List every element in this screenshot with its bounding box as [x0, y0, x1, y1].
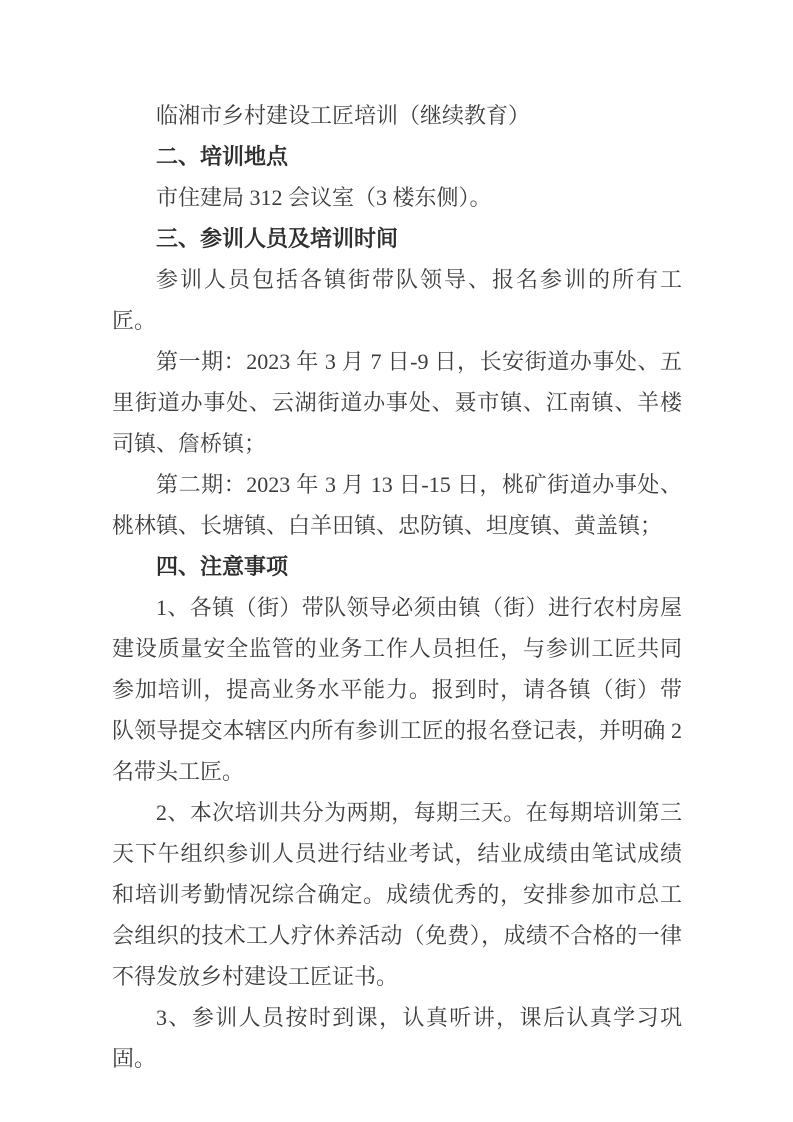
heading-notes: 四、注意事项	[156, 554, 289, 579]
paragraph-session-2-schedule: 第二期：2023 年 3 月 13 日-15 日，桃矿街道办事处、桃林镇、长塘镇、白羊田镇、忠防镇、坦度镇、黄盖镇；	[112, 472, 682, 538]
paragraph-note-3: 3、参训人员按时到课，认真听讲，课后认真学习巩固。	[112, 1005, 682, 1071]
paragraph-participants: 参训人员包括各镇街带队领导、报名参训的所有工匠。	[112, 267, 682, 333]
paragraph-note-2: 2、本次培训共分为两期，每期三天。在每期培训第三天下午组织参训人员进行结业考试，结业成绩由笔试成绩和培训考勤情况综合确定。成绩优秀的，安排参加市总工会组织的技术工人疗休养活动（免费），成绩不合格的一律不得发放乡村建设工匠证书。	[112, 800, 682, 989]
heading-training-location: 二、培训地点	[156, 144, 289, 169]
paragraph-training-title-continuing-education: 临湘市乡村建设工匠培训（继续教育）	[156, 103, 531, 128]
paragraph-training-location: 市住建局 312 会议室（3 楼东侧）。	[156, 185, 492, 210]
paragraph-session-1-schedule: 第一期：2023 年 3 月 7 日-9 日，长安街道办事处、五里街道办事处、云湖街道办事处、聂市镇、江南镇、羊楼司镇、詹桥镇；	[112, 349, 682, 456]
heading-participants-and-training-time: 三、参训人员及培训时间	[156, 226, 399, 251]
paragraph-note-1: 1、各镇（街）带队领导必须由镇（街）进行农村房屋建设质量安全监管的业务工作人员担任，与参训工匠共同参加培训，提高业务水平能力。报到时，请各镇（街）带队领导提交本辖区内所有参训工匠的报名登记表，并明确 2 名带头工匠。	[112, 595, 682, 784]
